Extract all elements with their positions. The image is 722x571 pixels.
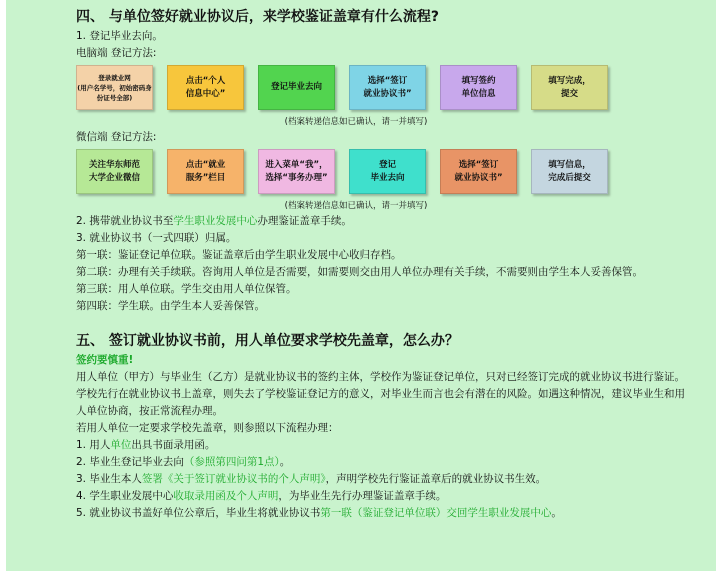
list-item-part: （参照第四问第1点）: [183, 456, 280, 468]
list-item-part: 1.: [76, 439, 90, 451]
list-item-part: ，声明学校先行鉴证盖章后的就业协议书生效。: [325, 473, 547, 485]
step2-post: 办理鉴证盖章手续。: [257, 215, 352, 227]
step-box-label: 填写完成， 提交: [548, 75, 591, 99]
wx-step-box: [440, 149, 517, 194]
list-item-part: 毕业生本人: [89, 473, 142, 485]
step-box-label: 填写签约 单位信息: [461, 75, 496, 99]
step-box-label: 关注华东师范 大学企业微信: [88, 159, 140, 183]
wx-step-box: [76, 149, 153, 194]
list-item-part: 3.: [76, 473, 90, 485]
pc-note: (档案转递信息如已确认，请一并填写): [284, 117, 428, 127]
step-box-label: 登录就业网 (用户名学号，初始密码身份证号全部): [77, 73, 152, 102]
list-item-part: 。: [279, 456, 291, 468]
list-item-part: ，为毕业生先行办理鉴证盖章手续。: [278, 490, 447, 502]
wx-label: 微信端 登记方法:: [76, 131, 157, 143]
list-item-part: 2.: [76, 456, 90, 468]
lian3-text: 第三联：用人单位联。学生交由用人单位保管。: [76, 283, 297, 295]
list-item: [76, 471, 716, 488]
pc-step-box: [531, 65, 608, 110]
step2-pre: 2. 携带就业协议书至: [76, 215, 174, 227]
list-item: [76, 454, 716, 471]
step-box-label: 选择“签订 就业协议书”: [363, 75, 412, 99]
step-box-label: 登记毕业去向: [270, 82, 322, 92]
procedure-list: [76, 437, 716, 522]
section4-title: 四、 与单位签好就业协议后，来学校鉴证盖章有什么流程?: [76, 9, 439, 25]
pc-step-box: [167, 65, 244, 110]
wx-step-box: [531, 149, 608, 194]
step-box-label: 进入菜单“我”， 选择“事务办理”: [265, 159, 328, 183]
career-center-link[interactable]: 学生职业发展中心: [173, 215, 258, 227]
paragraph-1: 用人单位（甲方）与毕业生（乙方）是就业协议书的签约主体，学校作为鉴证登记单位，只对已经签订完成的就业协议书进行鉴证。学校先行在就业协议书上盖章，则失去了学校鉴证登记方的意义，对毕业生而言也会有潜在的风险。如遇这种情况，建议毕业生和用人单位协商，按正常流程办理。: [76, 371, 685, 417]
step-box-label: 点击“就业 服务”栏目: [185, 159, 226, 183]
pc-step-box: [76, 65, 153, 110]
step1-text: 1. 登记毕业去向。: [76, 30, 163, 42]
list-item-part: 第一联（鉴证登记单位联）交回学生职业发展中心: [320, 507, 552, 519]
pc-step-box: [258, 65, 335, 110]
list-item: [76, 505, 716, 522]
list-item-part: 学生职业发展中心: [89, 490, 174, 502]
list-item-part: 5.: [76, 507, 90, 519]
list-item-part: 。: [551, 507, 562, 519]
wx-step-box: [258, 149, 335, 194]
list-item-part: 用人: [89, 439, 111, 451]
pc-step-box: [440, 65, 517, 110]
wx-flow: [76, 149, 716, 194]
list-item-part: 4.: [76, 490, 90, 502]
wx-step-box: [167, 149, 244, 194]
step-box-label: 填写信息， 完成后提交: [548, 159, 591, 183]
list-item: [76, 488, 716, 505]
list-item-part: 毕业生登记毕业去向: [89, 456, 184, 468]
list-item-part: 单位: [110, 439, 132, 451]
pc-flow: [76, 65, 716, 110]
lian1-text: 第一联：鉴证登记单位联。鉴证盖章后由学生职业发展中心收归存档。: [76, 249, 402, 261]
step3-text: 3. 就业协议书（一式四联）归属。: [76, 232, 237, 244]
step-box-label: 登记 毕业去向: [370, 159, 405, 183]
list-item: [76, 437, 716, 454]
list-item-part: 出具书面录用函。: [131, 439, 216, 451]
step-box-label: 选择“签订 就业协议书”: [454, 159, 503, 183]
paragraph-2: 若用人单位一定要求学校先盖章，则参照以下流程办理：: [76, 422, 339, 434]
pc-label: 电脑端 登记方法:: [76, 47, 157, 59]
caution-text: 签约要慎重!: [76, 354, 134, 366]
step2-text: [76, 213, 716, 230]
section5-title: 五、 签订就业协议书前，用人单位要求学校先盖章，怎么办？: [76, 333, 459, 349]
lian4-text: 第四联：学生联。由学生本人妥善保管。: [76, 300, 265, 312]
list-item-part: 就业协议书盖好单位公章后，毕业生将就业协议书: [89, 507, 321, 519]
pc-step-box: [349, 65, 426, 110]
wx-note: (档案转递信息如已确认，请一并填写): [284, 201, 428, 211]
list-item-part: 签署《关于签订就业协议书的个人声明》: [141, 473, 326, 485]
wx-step-box: [349, 149, 426, 194]
step-box-label: 点击“个人 信息中心”: [185, 75, 226, 99]
list-item-part: 收取录用函及个人声明: [173, 490, 279, 502]
page: [6, 0, 716, 571]
lian2-text: 第二联：办理有关手续联。咨询用人单位是否需要，如需要则交由用人单位办理有关手续，不需要则由学生本人妥善保管。: [76, 266, 643, 278]
